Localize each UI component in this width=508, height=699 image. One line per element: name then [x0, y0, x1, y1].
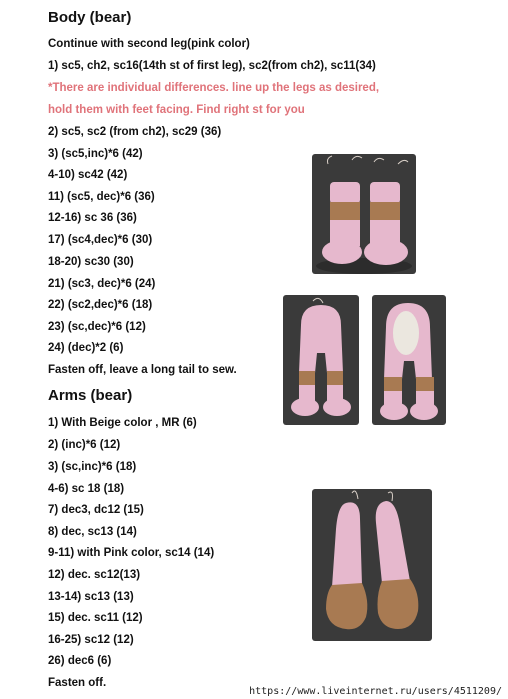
- pattern-row: 26) dec6 (6): [48, 655, 112, 667]
- body-back-photo: [372, 295, 446, 425]
- legs-standing-photo: [312, 154, 416, 274]
- pattern-row: 17) (sc4,dec)*6 (30): [48, 234, 153, 246]
- pattern-row: 4-10) sc42 (42): [48, 169, 128, 181]
- pattern-row: 18-20) sc30 (30): [48, 256, 134, 268]
- arms-heading: Arms (bear): [48, 387, 133, 404]
- pattern-row: 24) (dec)*2 (6): [48, 342, 124, 354]
- pattern-row: Fasten off, leave a long tail to sew.: [48, 364, 237, 376]
- note-line: *There are individual differences. line up the legs as desired,: [48, 82, 380, 94]
- pattern-row: 11) (sc5, dec)*6 (36): [48, 191, 155, 203]
- instruction-line: 1) sc5, ch2, sc16(14th st of first leg), sc2(from ch2), sc11(34): [48, 60, 376, 72]
- pattern-row: 12) dec. sc12(13): [48, 569, 141, 581]
- pattern-row: 16-25) sc12 (12): [48, 634, 134, 646]
- pattern-row: Fasten off.: [48, 677, 107, 689]
- pattern-row: 2) (inc)*6 (12): [48, 439, 121, 451]
- pattern-row: 15) dec. sc11 (12): [48, 612, 143, 624]
- pattern-row: 8) dec, sc13 (14): [48, 526, 137, 538]
- instruction-line: Continue with second leg(pink color): [48, 38, 250, 50]
- pattern-row: 3) (sc,inc)*6 (18): [48, 461, 137, 473]
- pattern-row: 7) dec3, dc12 (15): [48, 504, 144, 516]
- pattern-row: 9-11) with Pink color, sc14 (14): [48, 547, 215, 559]
- pattern-row: 23) (sc,dec)*6 (12): [48, 321, 146, 333]
- source-url: https://www.liveinternet.ru/users/4511209/: [249, 686, 502, 697]
- pattern-row: 4-6) sc 18 (18): [48, 483, 125, 495]
- pattern-row: 1) With Beige color , MR (6): [48, 417, 197, 429]
- body-front-photo: [283, 295, 359, 425]
- note-line: hold them with feet facing. Find right st for you: [48, 104, 305, 116]
- pattern-row: 22) (sc2,dec)*6 (18): [48, 299, 153, 311]
- pattern-row: 2) sc5, sc2 (from ch2), sc29 (36): [48, 126, 222, 138]
- pattern-row: 13-14) sc13 (13): [48, 591, 134, 603]
- pattern-row: 3) (sc5,inc)*6 (42): [48, 148, 143, 160]
- arms-photo: [312, 489, 432, 641]
- pattern-row: 21) (sc3, dec)*6 (24): [48, 278, 156, 290]
- body-heading: Body (bear): [48, 9, 132, 26]
- pattern-row: 12-16) sc 36 (36): [48, 212, 137, 224]
